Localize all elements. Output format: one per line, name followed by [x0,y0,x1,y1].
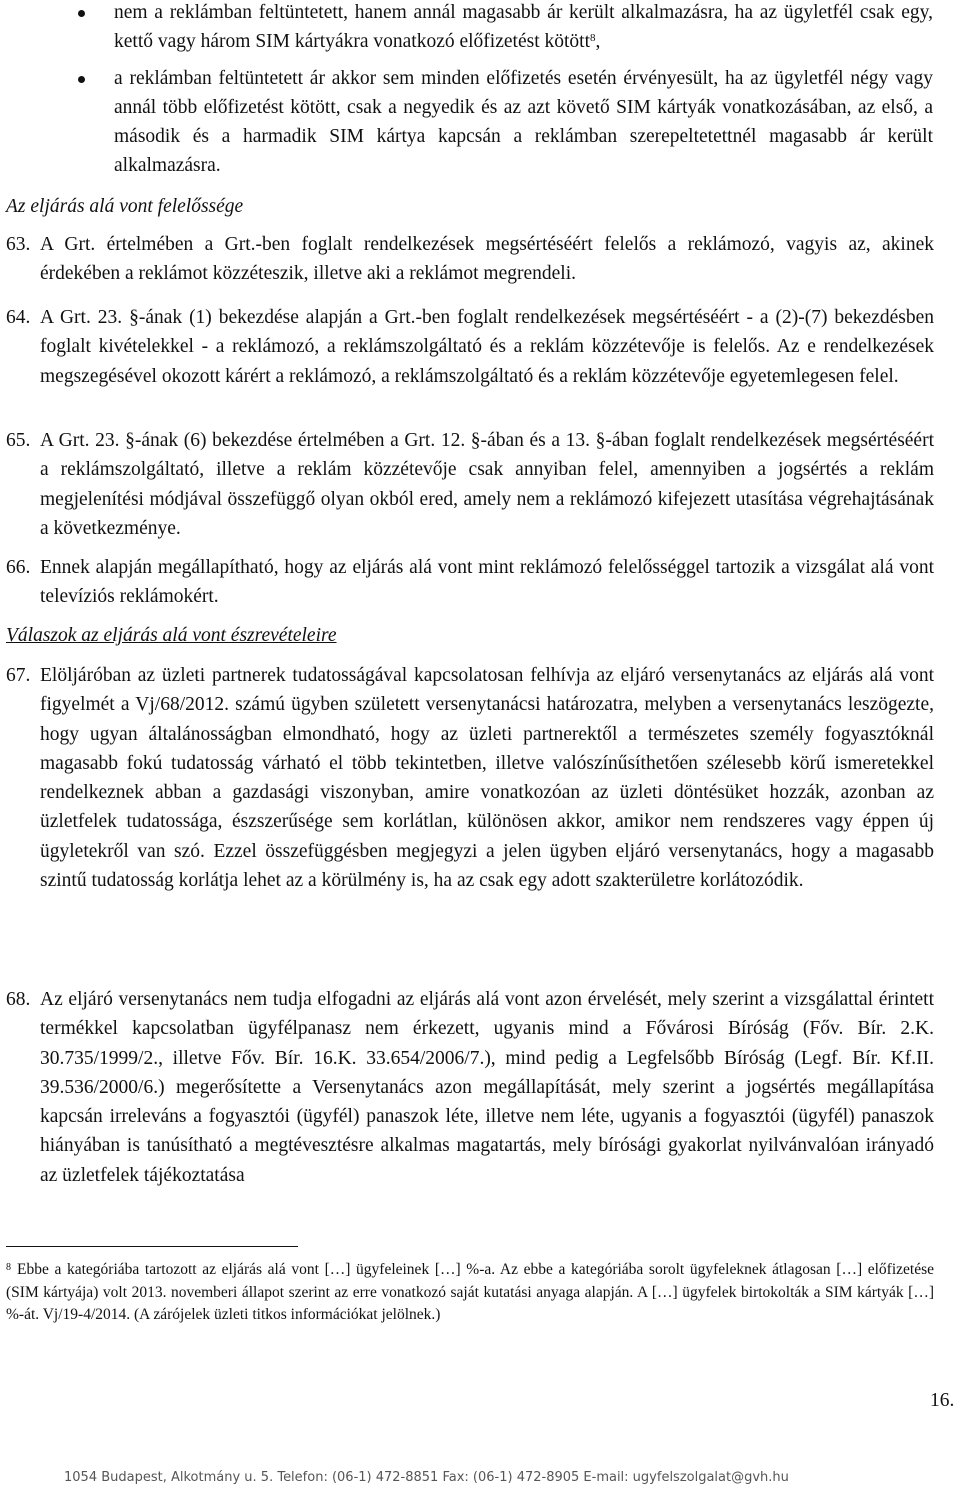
numbered-paragraph [6,985,934,1190]
bullet-text: a reklámban feltüntetett ár akkor sem minden előfizetés esetén érvényesült, ha az ügyletfél négy vagy annál több előfizetést kötött, csak a negyedik és az azt követő SIM kártyák vonatkozásában, az első, a második és a harmadik SIM kártya kapcsán a reklámban szerepeltetettnél magasabb ár került alkalmazásra. [114,67,933,177]
paragraph-number: 63. [6,234,31,255]
list-item [76,0,933,57]
paragraph-text: Ennek alapján megállapítható, hogy az eljárás alá vont mint reklámozó felelősséggel tartozik a vizsgálat alá vont televíziós reklámokért. [40,557,934,608]
paragraph-number: 65. [6,430,31,451]
section-heading: Az eljárás alá vont felelőssége [6,196,244,217]
footnote-reference[interactable]: 8 [590,32,596,45]
bullet-icon [78,10,85,17]
list-item [76,64,933,181]
bullet-list [76,0,933,188]
paragraph-text: A Grt. 23. §-ának (1) bekezdése alapján a Grt.-ben foglalt rendelkezések megsértéséért - a (2)-(7) bekezdésben foglalt kivételekkel - a reklámozó, a reklámszolgáltató és a reklám közzétevője is felelős. Az e rendelkezések megszegésével okozott kárért a reklámozó, a reklámszolgáltató és a reklám közzétevője egyetemlegesen felel. [40,307,934,387]
bullet-icon [78,76,85,83]
paragraph-text: Az eljáró versenytanács nem tudja elfogadni az eljárás alá vont azon érvelését, mely szerint a vizsgálattal érintett termékkel kapcsolatban ügyfélpanasz nem érkezett, ugyanis mind a Fővárosi Bíróság (Főv. Bír. 2.K. 30.735/1999/2., illetve Főv. Bír. 16.K. 33.654/2006/7.), mind pedig a Legfelsőbb Bíróság (Legf. Bír. Kf.II. 39.536/2000/6.) megerősítette a Versenytanács azon megállapítását, mely szerint a jogsértés megállapítása kapcsán irreleváns a fogyasztói (ügyfél) panaszok léte, illetve nem léte, ugyanis a fogyasztói (ügyfél) panaszok hiányában is tanúsítható a megtévesztésre alkalmas magatartás, mely bírósági gyakorlat nyilvánvalóan irányadó az üzletfelek tájékoztatása [40,989,934,1186]
paragraph-text: A Grt. értelmében a Grt.-ben foglalt rendelkezések megsértéséért felelős a reklámozó, vagyis az, akinek érdekében a reklámot közzéteszik, illetve aki a reklámot megrendeli. [40,234,934,285]
paragraph-number: 66. [6,557,31,578]
footnote-mark: 8 [6,1262,11,1273]
numbered-paragraph [6,230,934,289]
footnote-text: Ebbe a kategóriába tartozott az eljárás alá vont […] ügyfeleinek […] %-a. Az ebbe a kategóriába sorolt ügyfeleknek átlagosan […] előfizetése (SIM kártyája) volt 2013. novemberi állapot szerint az erre vonatkozó saját kutatási anyaga alapján. A […] ügyfelek birtokolták a SIM kártyák […] %-át. Vj/19-4/2014. (A zárójelek üzleti titkos információkat jelölnek.) [6,1261,934,1324]
paragraph-number: 64. [6,307,31,328]
numbered-paragraph [6,553,934,612]
numbered-paragraph [6,426,934,543]
page-number: 16. [930,1390,955,1411]
page-footer: 1054 Budapest, Alkotmány u. 5. Telefon: (06-1) 472-8851 Fax: (06-1) 472-8905 E-mail: ugyfelszolgalat@gvh.hu [64,1470,789,1485]
numbered-paragraph [6,661,934,895]
section-heading: Válaszok az eljárás alá vont észrevételeire [6,625,337,646]
paragraph-number: 67. [6,665,31,686]
bullet-text-tail: , [595,31,601,53]
footnote [6,1259,934,1327]
paragraph-text: Elöljáróban az üzleti partnerek tudatosságával kapcsolatosan felhívja az eljáró versenytanács az eljárás alá vont figyelmét a Vj/68/2012. számú ügyben született versenytanácsi határozatra, melyben a versenytanács leszögezte, hogy ugyan általánosságban elmondható, hogy az üzleti partnerektől a természetes személy fogyasztóknál magasabb fokú tudatosság várható el több tekintetben, illetve valószínűsíthetően szélesebb körű ismeretekkel rendelkeznek abban a gazdasági viszonyban, amire vonatkozóan az üzleti döntésüket hozzák, azonban az üzletfelek tudatossága, észszerűsége sem korlátlan, különösen akkor, amikor nem rendszeres vagy éppen új ügyletekről van szó. Ezzel összefüggésben megjegyzi a jelen ügyben eljáró versenytanács, hogy a magasabb szintű tudatosság korlátja lehet az a körülmény is, ha az csak egy adott szakterületre korlátozódik. [40,665,934,892]
paragraph-number: 68. [6,989,31,1010]
footnote-divider [6,1246,298,1247]
numbered-paragraph [6,303,934,391]
paragraph-text: A Grt. 23. §-ának (6) bekezdése értelmében a Grt. 12. §-ában és a 13. §-ában foglalt rendelkezések megsértéséért a reklámszolgáltató, illetve a reklám közzétevője csak annyiban felel, amennyiben a jogsértés a reklám megjelenítési módjával összefüggő olyan okból ered, amely nem a reklámozó kifejezett utasítása végrehajtásának a következménye. [40,430,934,539]
bullet-text: nem a reklámban feltüntetett, hanem annál magasabb ár került alkalmazásra, ha az ügyletfél csak egy, kettő vagy három SIM kártyákra vonatkozó előfizetést kötött [114,2,933,53]
